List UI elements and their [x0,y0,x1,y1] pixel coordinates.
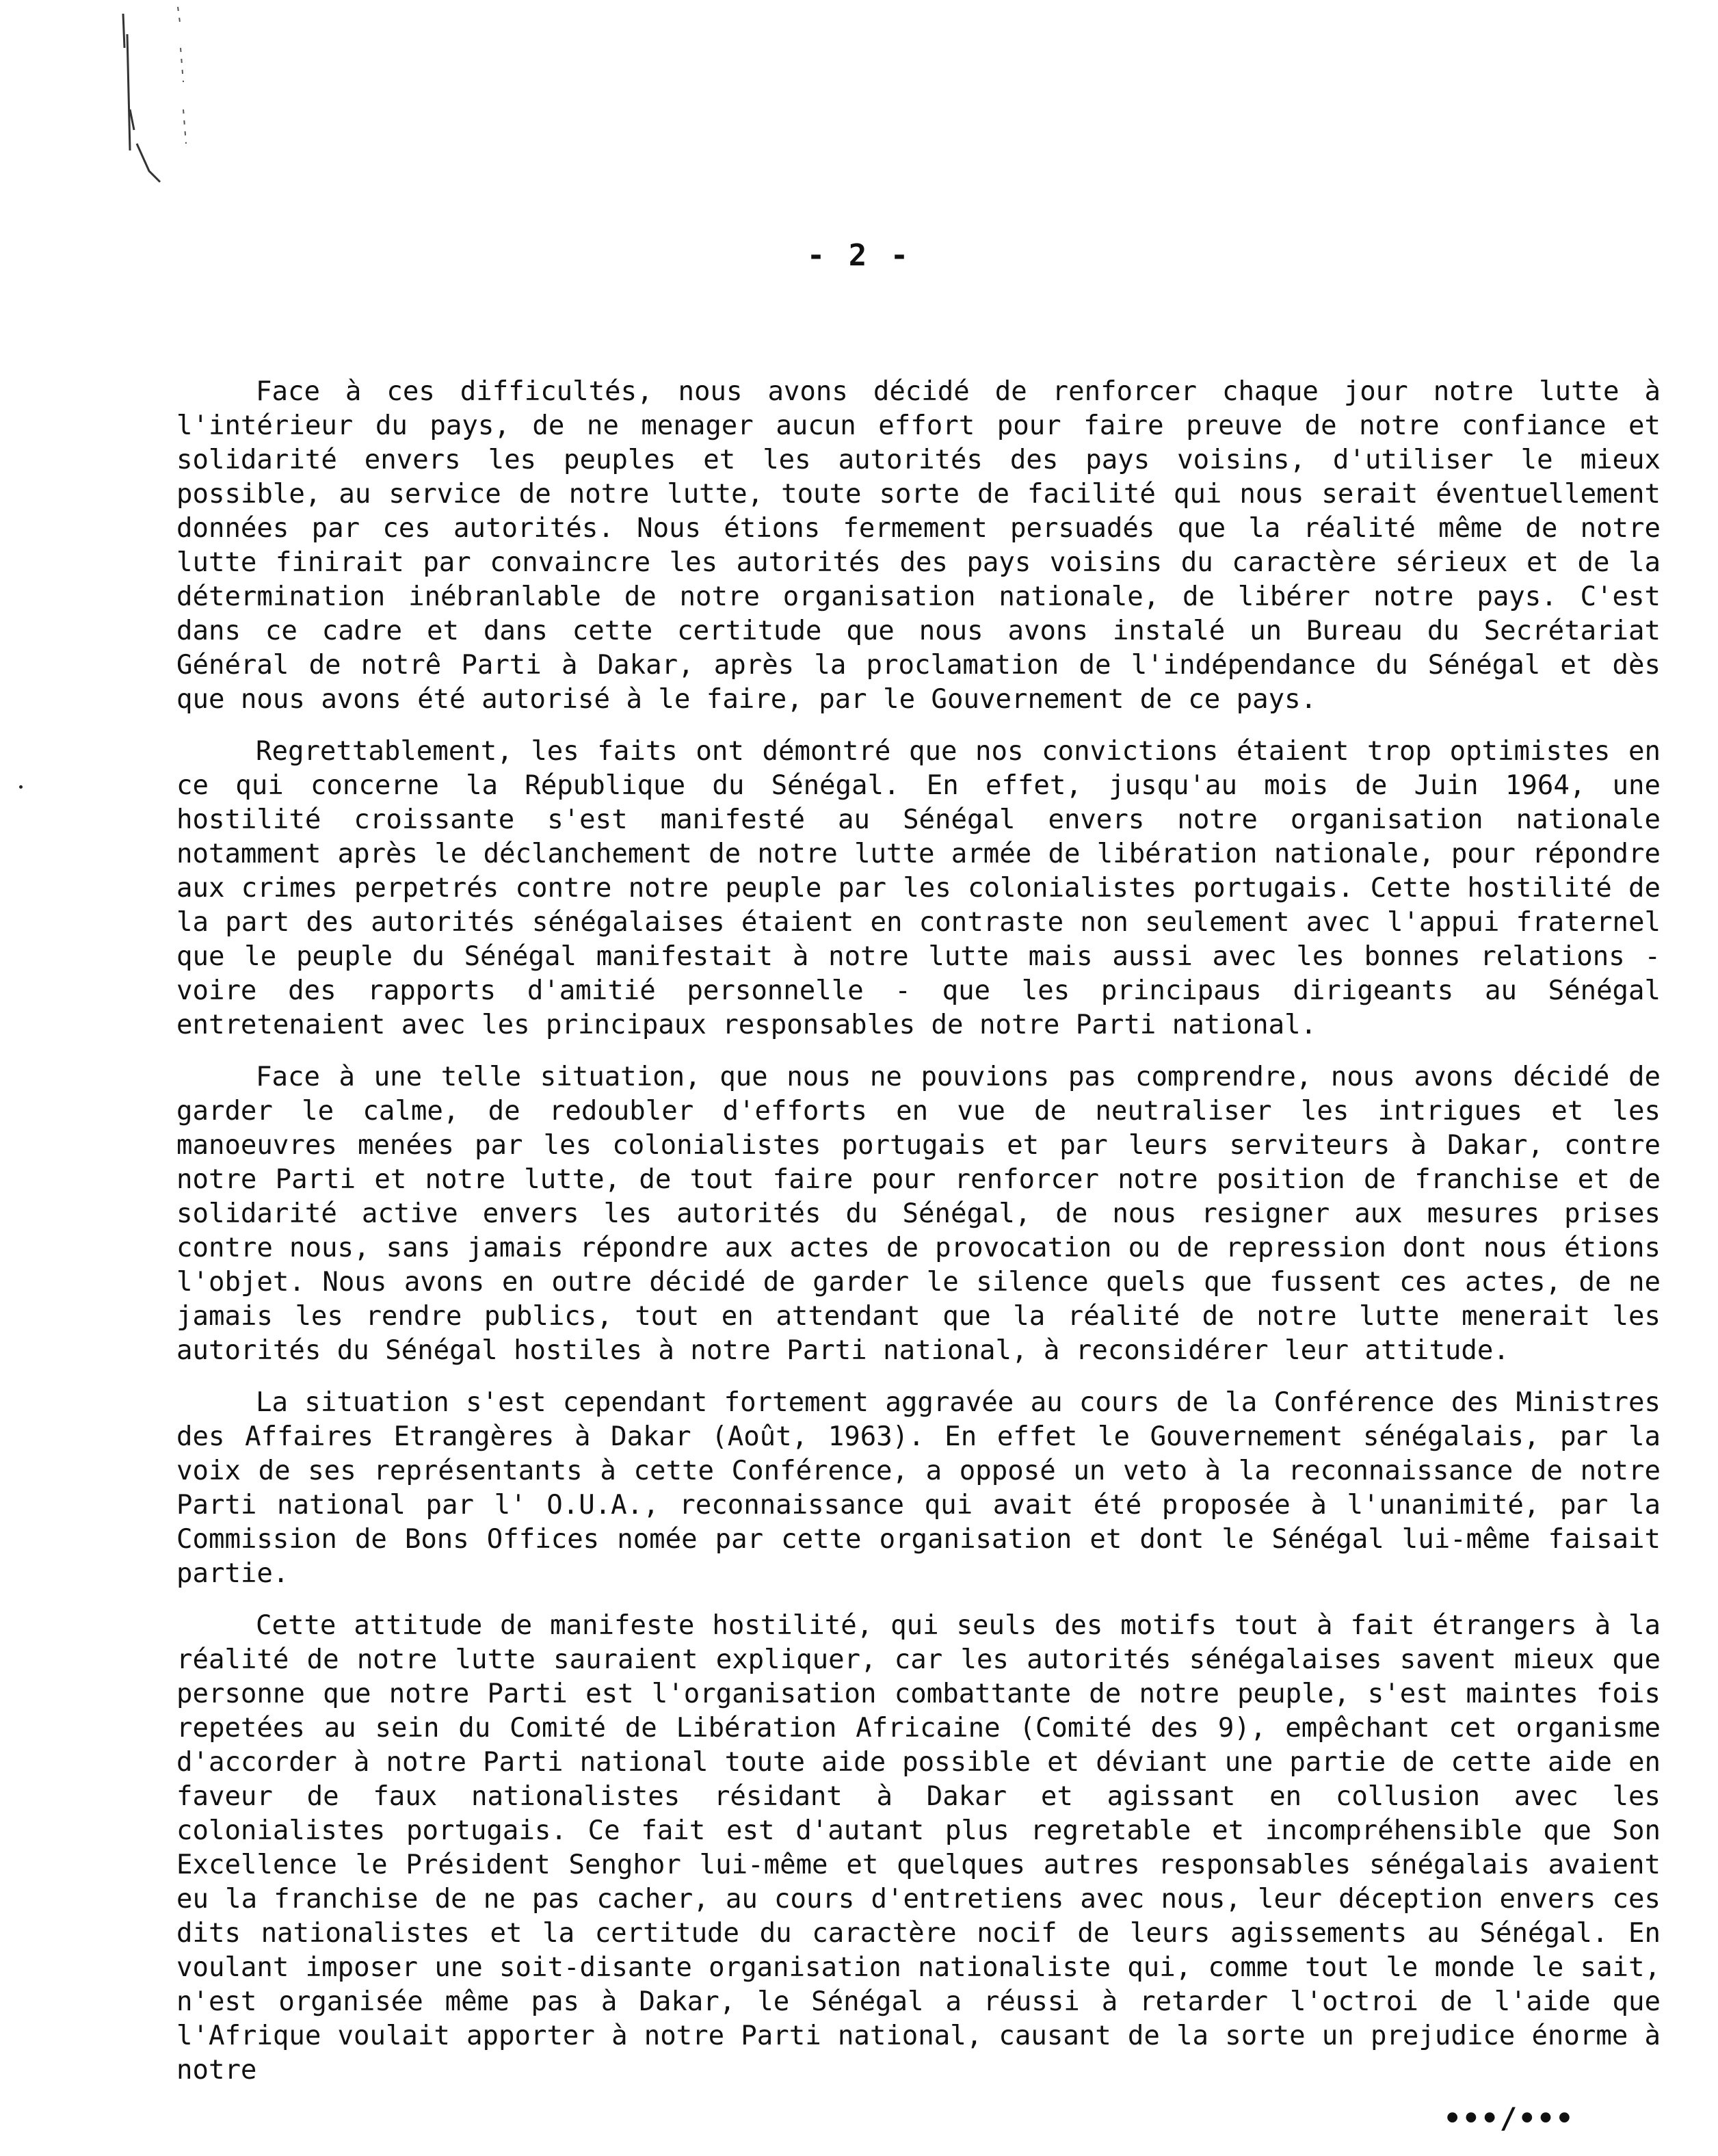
paragraph: La situation s'est cependant fortement aggravée au cours de la Conférence des Ministres des Affaires Etrangères à Dakar (Août, 1963). En effet le Gouvernement sénégalais, par la voix de ses représentants à cette Conférence, a opposé un veto à la reconnaissance de notre Parti national par l' O.U.A., reconnaissance qui avait été proposée à l'unanimité, par la Commission de Bons Offices nomée par cette organisation et dont le Sénégal lui-même faisait partie. [176,1387,1661,1589]
margin-pencil-marks [109,7,219,198]
page-number: - 2 - [806,238,912,273]
paragraph: Cette attitude de manifeste hostilité, qui seuls des motifs tout à fait étrangers à la réalité de notre lutte sauraient expliquer, car les autorités sénégalaises savent mieux que personne que notre Parti est l'organisation combattante de notre peuple, s'est maintes fois repetées au sein du Comité de Libération Africaine (Comité des 9), empêchant cet organisme d'accorder à notre Parti national toute aide possible et déviant une partie de cette aide en faveur de faux nationalistes résidant à Dakar et agissant en collusion avec les colonialistes portugais. Ce fait est d'autant plus regretable et incompréhensible que Son Excellence le Président Senghor lui-même et quelques autres responsables sénégalais avaient eu la franchise de ne pas cacher, au cours d'entretiens avec nous, leur déception envers ces dits nationalistes et la certitude du caractère nocif de leurs agissements au Sénégal. En voulant imposer une soit-disante organisation nationaliste qui, comme tout le monde le sait, n'est organisée même pas à Dakar, le Sénégal a réussi à retarder l'octroi de l'aide que l'Afrique voulait apporter à notre Parti national, causant de la sorte un prejudice énorme à notre [176,1610,1661,2086]
paragraph: Regrettablement, les faits ont démontré que nos convictions étaient trop optimistes en ce qui concerne la République du Sénégal. En effet, jusqu'au mois de Juin 1964, une hostilité croissante s'est manifesté au Sénégal envers notre organisation nationale notamment après le déclanchement de notre lutte armée de libération nationale, pour répondre aux crimes perpetrés contre notre peuple par les colonialistes portugais. Cette hostilité de la part des autorités sénégalaises étaient en contraste non seulement avec l'appui fraternel que le peuple du Sénégal manifestait à notre lutte mais aussi avec les bonnes relations - voire des rapports d'amitié personnelle - que les principaus dirigeants au Sénégal entretenaient avec les principaux responsables de notre Parti national. [176,736,1661,1040]
paragraph: Face à ces difficultés, nous avons décidé de renforcer chaque jour notre lutte à l'intérieur du pays, de ne menager aucun effort pour faire preuve de notre confiance et solidarité envers les peuples et les autorités des pays voisins, d'utiliser le mieux possible, au service de notre lutte, toute sorte de facilité qui nous serait éventuellement données par ces autorités. Nous étions fermement persuadés que la réalité même de notre lutte finirait par convaincre les autorités des pays voisins du caractère sérieux et de la détermination inébranlable de notre organisation nationale, de libérer notre pays. C'est dans ce cadre et dans cette certitude que nous avons instalé un Bureau du Secrétariat Général de notrê Parti à Dakar, après la proclamation de l'indépendance du Sénégal et dès que nous avons été autorisé à le faire, par le Gouvernement de ce pays. [176,376,1661,715]
stray-mark [19,785,23,789]
continuation-marker: •••/••• [1443,2101,1574,2135]
paragraph: Face à une telle situation, que nous ne pouvions pas comprendre, nous avons décidé de garder le calme, de redoubler d'efforts en vue de neutraliser les intrigues et les manoeuvres menées par les colonialistes portugais et par leurs serviteurs à Dakar, contre notre Parti et notre lutte, de tout faire pour renforcer notre position de franchise et de solidarité active envers les autorités du Sénégal, de nous resigner aux mesures prises contre nous, sans jamais répondre aux actes de provocation ou de repression dont nous étions l'objet. Nous avons en outre décidé de garder le silence quels que fussent ces actes, de ne jamais les rendre publics, tout en attendant que la réalité de notre lutte menerait les autorités du Sénégal hostiles à notre Parti national, à reconsidérer leur attitude. [176,1062,1661,1366]
body-text [176,375,1661,2105]
